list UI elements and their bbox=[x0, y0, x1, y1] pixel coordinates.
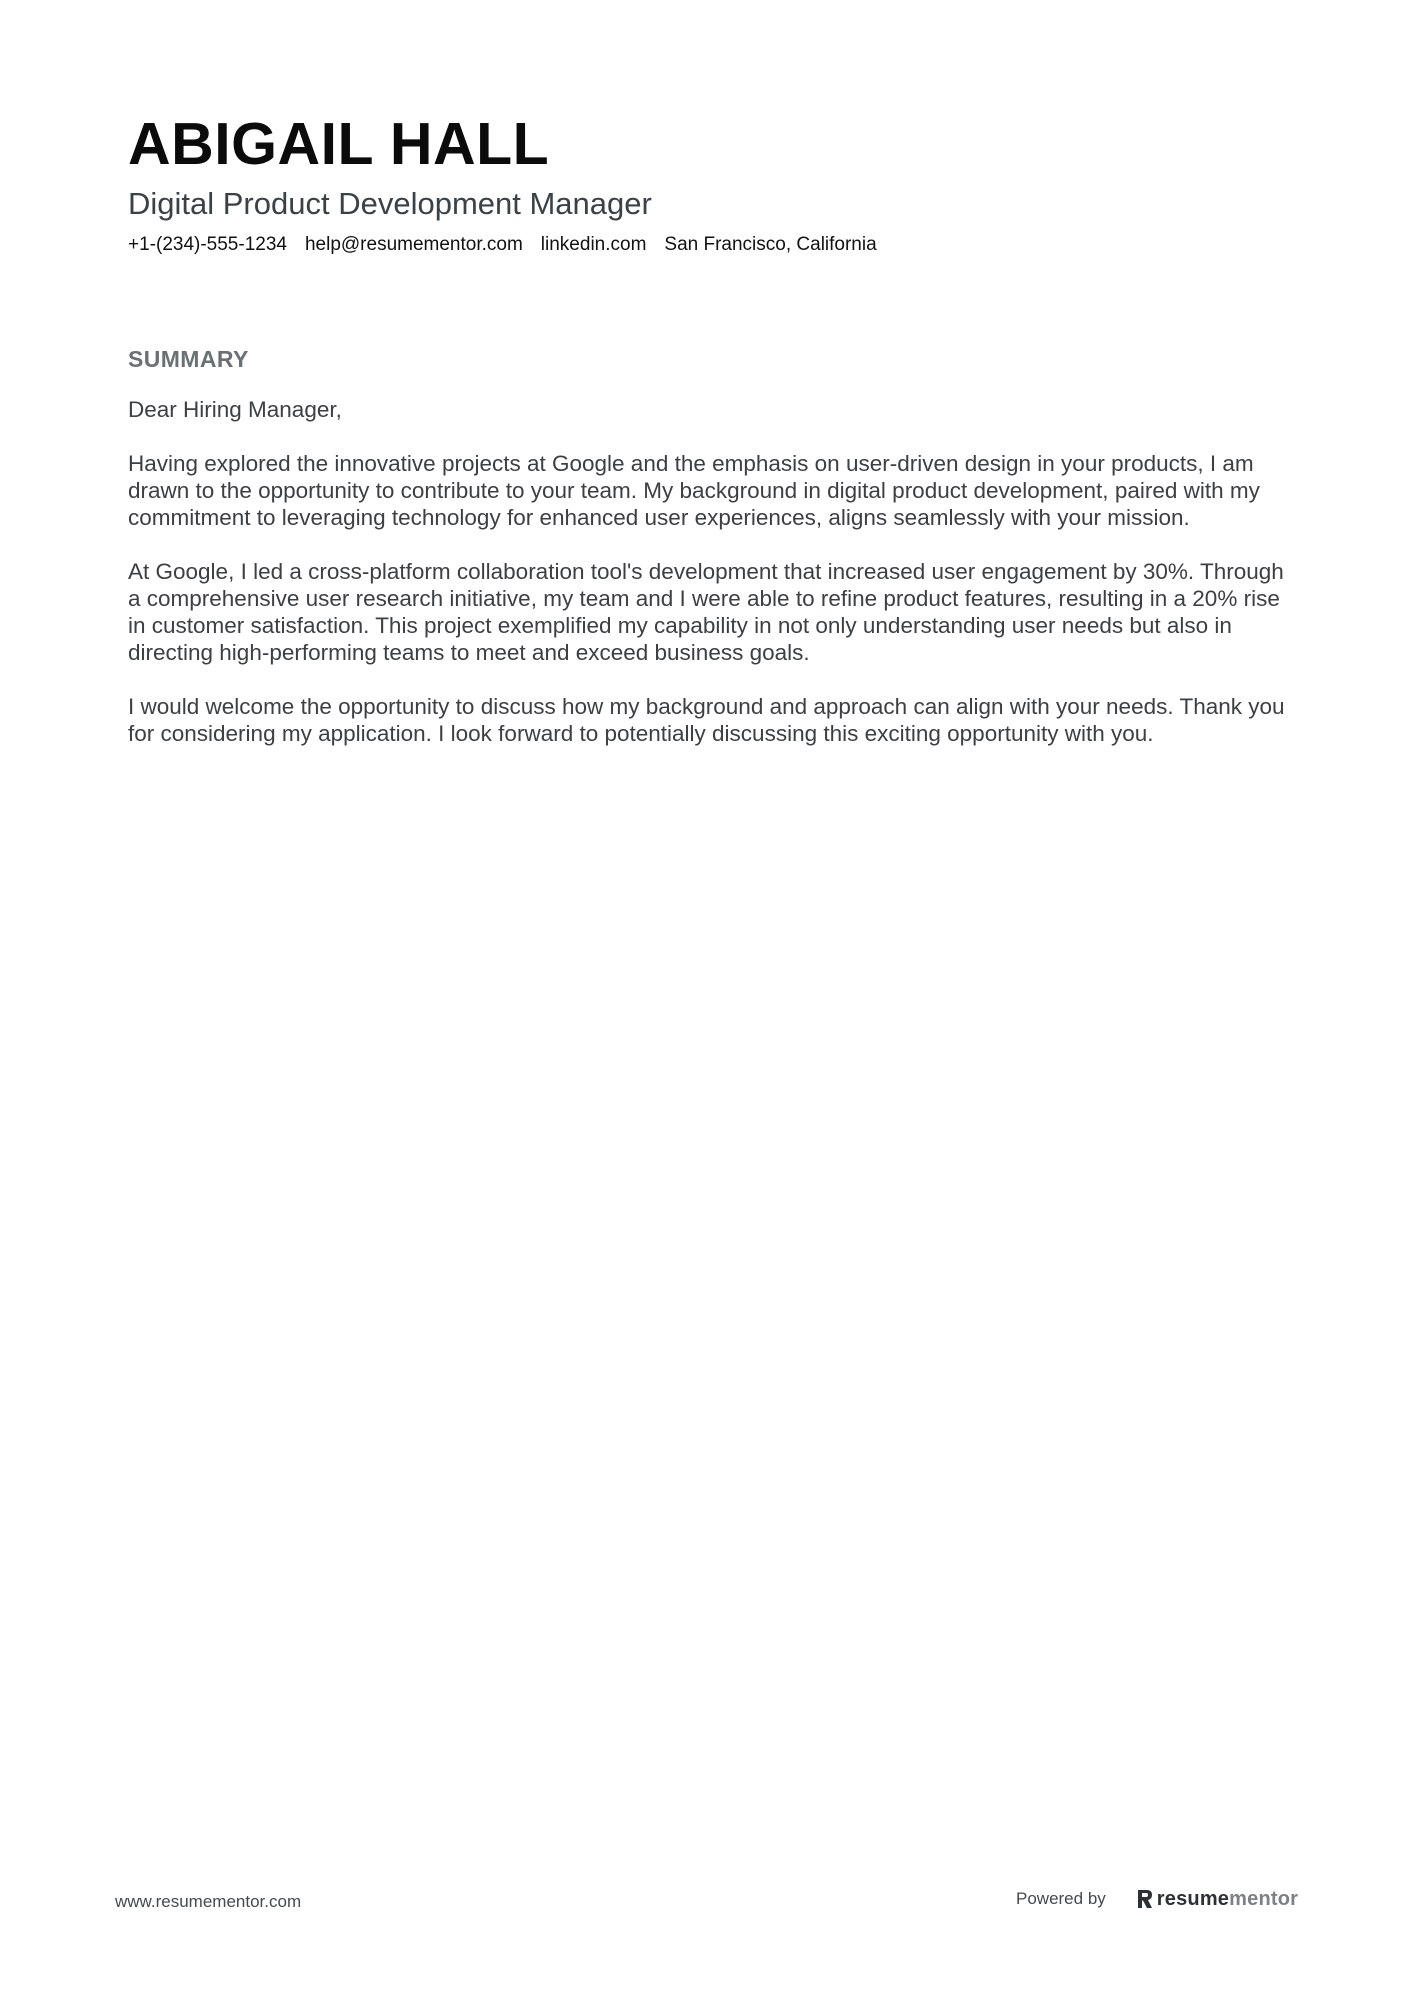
candidate-name: ABIGAIL HALL bbox=[128, 111, 550, 177]
logo-wordmark-bold: resume bbox=[1156, 1887, 1230, 1910]
contact-phone: +1-(234)-555-1234 bbox=[128, 234, 287, 255]
logo-wordmark-light: mentor bbox=[1229, 1887, 1299, 1910]
salutation: Dear Hiring Manager, bbox=[128, 397, 342, 422]
section-heading-summary: SUMMARY bbox=[128, 346, 249, 372]
logo-wordmark bbox=[1157, 1888, 1298, 1911]
contact-linkedin[interactable]: linkedin.com bbox=[540, 234, 647, 255]
job-title: Digital Product Development Manager bbox=[128, 186, 652, 221]
contact-row bbox=[128, 233, 1288, 257]
resumementor-logo-icon bbox=[1136, 1888, 1153, 1910]
header bbox=[128, 110, 1288, 257]
body-paragraph: I would welcome the opportunity to discuss how my background and approach can align with your needs. Thank you for considering my application. I look forward to potentially discussing this exciting opportunity with you. bbox=[128, 694, 1285, 746]
footer-branding bbox=[1016, 1884, 1298, 1914]
body-paragraph: Having explored the innovative projects at Google and the emphasis on user-driven design in your products, I am drawn to the opportunity to contribute to your team. My background in digital product development, paired with my commitment to leveraging technology for enhanced user experiences, aligns seamlessly with your mission. bbox=[128, 451, 1260, 530]
footer-website[interactable]: www.resumementor.com bbox=[115, 1892, 302, 1911]
powered-by-label: Powered by bbox=[1016, 1889, 1106, 1908]
resumementor-logo[interactable] bbox=[1136, 1888, 1298, 1911]
contact-location: San Francisco, California bbox=[664, 234, 877, 255]
contact-email[interactable]: help@resumementor.com bbox=[304, 234, 523, 255]
summary-section bbox=[128, 344, 1293, 774]
body-paragraph: At Google, I led a cross-platform collaboration tool's development that increased user engagement by 30%. Through a comprehensive user research initiative, my team and I were able to refine product features, resulting in a 20% rise in customer satisfaction. This project exemplified my capability in not only understanding user needs but also in directing high-performing teams to meet and exceed business goals. bbox=[128, 559, 1284, 665]
